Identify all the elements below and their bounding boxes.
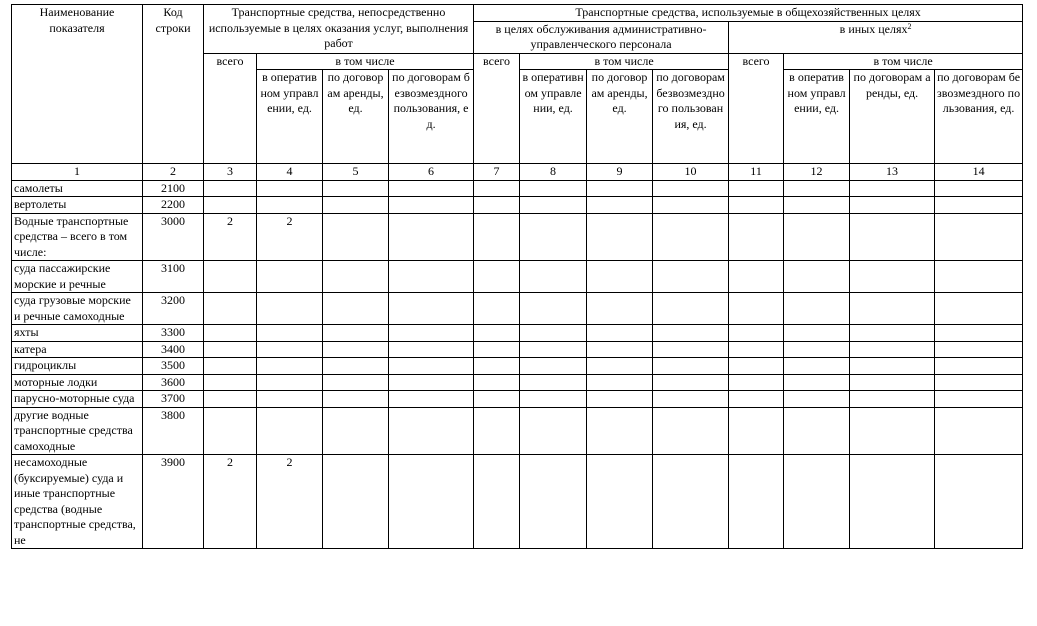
row-name: гидроциклы	[12, 358, 143, 375]
cell-value	[653, 374, 729, 391]
header-lease-other: по договорам аренды, ед.	[850, 70, 935, 164]
cell-value	[204, 358, 257, 375]
cell-value	[729, 391, 784, 408]
row-code: 3800	[143, 407, 204, 455]
cell-value	[729, 261, 784, 293]
cell-value	[587, 455, 653, 549]
cell-value	[474, 391, 520, 408]
row-code: 3000	[143, 213, 204, 261]
cell-value	[850, 358, 935, 375]
row-name: Водные транспортные средства – всего в том числе:	[12, 213, 143, 261]
header-direct-use: Транспортные средства, непосредственно используемые в целях оказания услуг, выполнения работ	[204, 5, 474, 54]
cell-value	[653, 293, 729, 325]
cell-value	[784, 407, 850, 455]
cell-value	[389, 293, 474, 325]
table-row	[12, 197, 1023, 214]
row-code: 2200	[143, 197, 204, 214]
cell-value	[729, 341, 784, 358]
cell-value	[729, 358, 784, 375]
cell-value	[323, 180, 389, 197]
header-including-other: в том числе	[784, 53, 1023, 70]
cell-value	[935, 325, 1023, 342]
cell-value	[257, 341, 323, 358]
cell-value	[323, 407, 389, 455]
cell-value: 2	[257, 213, 323, 261]
cell-value	[520, 293, 587, 325]
cell-value	[729, 197, 784, 214]
cell-value	[323, 261, 389, 293]
cell-value	[653, 358, 729, 375]
table-row	[12, 341, 1023, 358]
row-name: парусно-моторные суда	[12, 391, 143, 408]
cell-value	[935, 358, 1023, 375]
cell-value	[850, 455, 935, 549]
column-number: 7	[474, 164, 520, 181]
cell-value	[204, 407, 257, 455]
cell-value	[935, 391, 1023, 408]
cell-value	[474, 213, 520, 261]
cell-value	[935, 455, 1023, 549]
cell-value	[520, 180, 587, 197]
column-number: 4	[257, 164, 323, 181]
cell-value	[850, 261, 935, 293]
header-free-use-other: по договорам безвозмездного пользования, ед.	[935, 70, 1023, 164]
header-op-mgmt-admin: в оперативном управлении, ед.	[520, 70, 587, 164]
cell-value	[653, 341, 729, 358]
cell-value	[729, 374, 784, 391]
cell-value	[474, 325, 520, 342]
cell-value	[587, 374, 653, 391]
cell-value	[474, 197, 520, 214]
cell-value	[784, 391, 850, 408]
table-row	[12, 391, 1023, 408]
row-code: 2100	[143, 180, 204, 197]
cell-value	[474, 407, 520, 455]
cell-value	[784, 197, 850, 214]
cell-value	[520, 391, 587, 408]
row-code: 3900	[143, 455, 204, 549]
cell-value: 2	[204, 455, 257, 549]
cell-value	[653, 391, 729, 408]
cell-value	[729, 455, 784, 549]
cell-value	[587, 197, 653, 214]
row-code: 3300	[143, 325, 204, 342]
cell-value	[204, 261, 257, 293]
row-code: 3400	[143, 341, 204, 358]
cell-value	[935, 180, 1023, 197]
cell-value	[389, 391, 474, 408]
cell-value	[729, 213, 784, 261]
column-number: 9	[587, 164, 653, 181]
header-total-direct: всего	[204, 53, 257, 164]
cell-value	[257, 197, 323, 214]
cell-value	[653, 455, 729, 549]
cell-value	[474, 180, 520, 197]
table-row	[12, 325, 1023, 342]
cell-value	[784, 358, 850, 375]
cell-value	[389, 407, 474, 455]
cell-value	[520, 325, 587, 342]
table-row	[12, 261, 1023, 293]
row-code: 3200	[143, 293, 204, 325]
cell-value	[587, 213, 653, 261]
column-number: 6	[389, 164, 474, 181]
cell-value	[729, 293, 784, 325]
table-row	[12, 374, 1023, 391]
cell-value	[257, 358, 323, 375]
table-row	[12, 180, 1023, 197]
footnote-marker: 2	[907, 21, 912, 31]
header-admin-staff: в целях обслуживания административно-управленческого персонала	[474, 21, 729, 53]
cell-value	[257, 374, 323, 391]
cell-value	[204, 293, 257, 325]
cell-value	[474, 293, 520, 325]
cell-value	[389, 341, 474, 358]
column-number: 1	[12, 164, 143, 181]
cell-value	[257, 325, 323, 342]
row-code: 3700	[143, 391, 204, 408]
cell-value	[474, 341, 520, 358]
cell-value	[389, 180, 474, 197]
cell-value	[784, 325, 850, 342]
cell-value	[784, 261, 850, 293]
header-other-purposes	[729, 21, 1023, 53]
header-lease-direct: по договорам аренды, ед.	[323, 70, 389, 164]
row-name: вертолеты	[12, 197, 143, 214]
cell-value	[389, 374, 474, 391]
cell-value	[323, 358, 389, 375]
column-number: 5	[323, 164, 389, 181]
cell-value	[784, 213, 850, 261]
cell-value	[653, 197, 729, 214]
row-name: другие водные транспортные средства самоходные	[12, 407, 143, 455]
cell-value	[520, 358, 587, 375]
cell-value	[729, 407, 784, 455]
cell-value	[784, 455, 850, 549]
cell-value	[784, 341, 850, 358]
cell-value	[257, 261, 323, 293]
cell-value	[323, 391, 389, 408]
cell-value	[653, 180, 729, 197]
header-free-use-direct: по договорам безвозмездного пользования, ед.	[389, 70, 474, 164]
cell-value	[935, 374, 1023, 391]
vehicles-table	[11, 4, 1023, 549]
cell-value	[389, 261, 474, 293]
column-number: 2	[143, 164, 204, 181]
cell-value	[257, 180, 323, 197]
column-number: 3	[204, 164, 257, 181]
cell-value	[257, 407, 323, 455]
cell-value	[323, 293, 389, 325]
row-code: 3500	[143, 358, 204, 375]
cell-value	[204, 341, 257, 358]
table-row	[12, 407, 1023, 455]
cell-value	[784, 374, 850, 391]
cell-value	[520, 341, 587, 358]
row-code: 3100	[143, 261, 204, 293]
header-including-admin: в том числе	[520, 53, 729, 70]
row-name: катера	[12, 341, 143, 358]
header-total-admin: всего	[474, 53, 520, 164]
cell-value	[323, 455, 389, 549]
cell-value	[784, 293, 850, 325]
row-name: моторные лодки	[12, 374, 143, 391]
header-indicator-name: Наименование показателя	[12, 5, 143, 164]
cell-value	[520, 374, 587, 391]
header-lease-admin: по договорам аренды, ед.	[587, 70, 653, 164]
header-other-purposes-label: в иных целях	[839, 21, 908, 36]
cell-value	[323, 341, 389, 358]
cell-value	[257, 293, 323, 325]
cell-value	[935, 341, 1023, 358]
cell-value	[653, 213, 729, 261]
header-op-mgmt-direct: в оперативном управлении, ед.	[257, 70, 323, 164]
cell-value	[204, 197, 257, 214]
cell-value	[850, 293, 935, 325]
column-number: 14	[935, 164, 1023, 181]
cell-value: 2	[257, 455, 323, 549]
cell-value	[935, 197, 1023, 214]
cell-value	[389, 197, 474, 214]
table-row	[12, 293, 1023, 325]
cell-value	[935, 293, 1023, 325]
cell-value	[850, 391, 935, 408]
header-total-other: всего	[729, 53, 784, 164]
cell-value	[204, 374, 257, 391]
cell-value	[850, 407, 935, 455]
cell-value	[850, 213, 935, 261]
cell-value	[729, 325, 784, 342]
cell-value	[850, 341, 935, 358]
header-general-use: Транспортные средства, используемые в общехозяйственных целях	[474, 5, 1023, 22]
cell-value	[474, 374, 520, 391]
cell-value	[204, 180, 257, 197]
cell-value	[389, 213, 474, 261]
cell-value	[587, 358, 653, 375]
row-name: суда пассажирские морские и речные	[12, 261, 143, 293]
row-name: суда грузовые морские и речные самоходные	[12, 293, 143, 325]
header-row-code: Код строки	[143, 5, 204, 164]
column-number: 12	[784, 164, 850, 181]
cell-value	[474, 261, 520, 293]
column-number: 13	[850, 164, 935, 181]
cell-value	[653, 325, 729, 342]
cell-value	[729, 180, 784, 197]
cell-value	[323, 325, 389, 342]
cell-value	[520, 213, 587, 261]
cell-value	[204, 391, 257, 408]
header-op-mgmt-other: в оперативном управлении, ед.	[784, 70, 850, 164]
cell-value	[323, 213, 389, 261]
cell-value	[474, 455, 520, 549]
cell-value	[935, 213, 1023, 261]
cell-value	[389, 325, 474, 342]
row-name: несамоходные (буксируемые) суда и иные транспортные средства (водные транспортные средства, не	[12, 455, 143, 549]
header-including-direct: в том числе	[257, 53, 474, 70]
cell-value	[204, 325, 257, 342]
cell-value	[323, 374, 389, 391]
column-number: 8	[520, 164, 587, 181]
cell-value	[935, 407, 1023, 455]
row-code: 3600	[143, 374, 204, 391]
cell-value	[389, 358, 474, 375]
cell-value	[587, 293, 653, 325]
column-numbers-row	[12, 164, 1023, 181]
column-number: 11	[729, 164, 784, 181]
column-number: 10	[653, 164, 729, 181]
cell-value	[587, 180, 653, 197]
cell-value	[474, 358, 520, 375]
cell-value	[520, 455, 587, 549]
cell-value	[784, 180, 850, 197]
cell-value	[587, 391, 653, 408]
cell-value	[653, 407, 729, 455]
cell-value	[850, 197, 935, 214]
cell-value	[653, 261, 729, 293]
cell-value	[587, 325, 653, 342]
cell-value	[520, 261, 587, 293]
cell-value	[587, 341, 653, 358]
cell-value	[587, 407, 653, 455]
cell-value	[587, 261, 653, 293]
header-free-use-admin: по договорам безвозмездного пользования, ед.	[653, 70, 729, 164]
cell-value	[935, 261, 1023, 293]
table-row	[12, 213, 1023, 261]
table-row	[12, 358, 1023, 375]
cell-value	[850, 325, 935, 342]
row-name: яхты	[12, 325, 143, 342]
cell-value	[850, 180, 935, 197]
cell-value	[520, 407, 587, 455]
cell-value	[520, 197, 587, 214]
row-name: самолеты	[12, 180, 143, 197]
table-row	[12, 455, 1023, 549]
cell-value	[389, 455, 474, 549]
cell-value	[323, 197, 389, 214]
cell-value: 2	[204, 213, 257, 261]
cell-value	[257, 391, 323, 408]
cell-value	[850, 374, 935, 391]
